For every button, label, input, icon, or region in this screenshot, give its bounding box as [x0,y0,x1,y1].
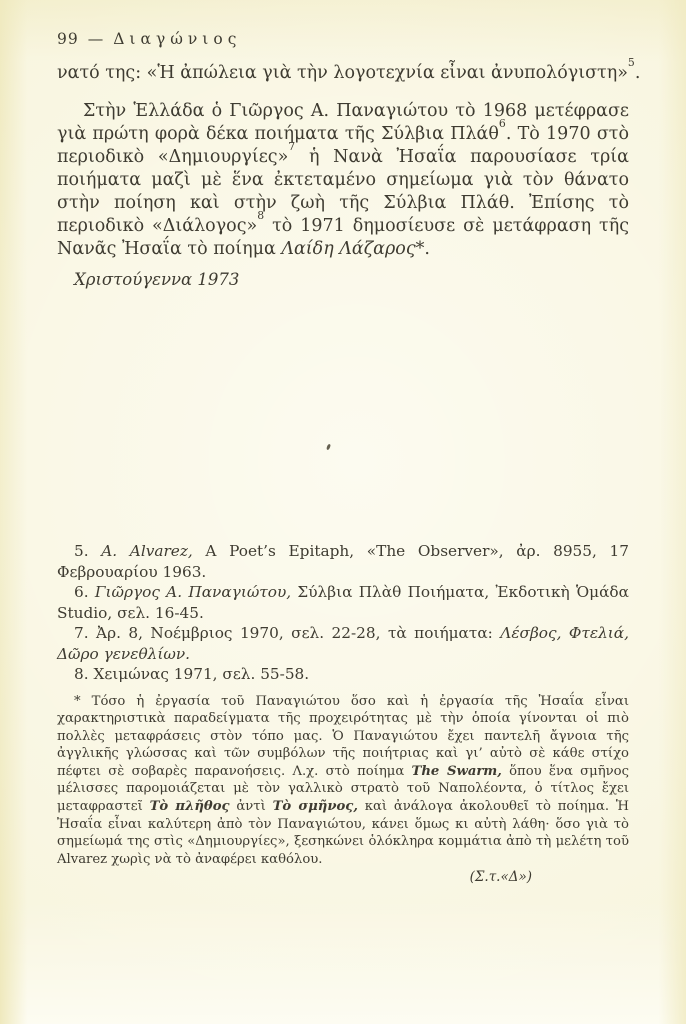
footnote-author: Γιῶργος Α. Παναγιώτου, [94,583,292,601]
footnote-ref-8: 8 [257,209,265,223]
footnote-5 [57,541,629,582]
dateline: Χριστούγεννα 1973 [74,270,240,289]
footnote-8 [57,664,629,685]
editorial-note [57,693,629,869]
note-translated-title: Τὸ πλῆθος [149,799,230,815]
footnote-poem-titles: Λέσβος, Φτελιά, Δῶρο γενεθλίων. [57,624,629,663]
continuation-text: νατό της: «Ἡ ἀπώλεια γιὰ τὴν λογοτεχνία εἶναι ἀνυπολόγιστη» [57,63,628,83]
footnote-number: 6. [74,583,95,601]
main-paragraph [57,100,629,261]
continuation-line [57,56,641,83]
footnote-number: 7. [74,624,97,642]
poem-title: Λαίδη Λάζαρος [281,239,416,259]
footnote-text: Σύλβια Πλὰθ Ποιήματα, Ἐκδοτικὴ Ὁμάδα Studio, σελ. 16-45. [57,583,629,622]
note-poem-title: The Swarm, [411,763,502,779]
note-segment: Τόσο ἡ ἐργασία τοῦ Παναγιώτου ὅσο καὶ ἡ ἐργασία τῆς Ἠσαΐα εἶναι χαρακτηριστικὰ παραδείγματα τῆς προχειρότητας μὲ τὴν ὁποία γίνονται οἱ πιὸ πολλὲς μεταφράσεις στὸν τόπο μας. Ὁ Παναγιώτου ἔχει παντελῆ ἄγνοια τῆς ἀγγλικῆς γλώσσας καὶ τῶν συμβόλων τῆς ποιήτριας καὶ γι’ αὐτὸ σὲ κάθε στίχο πέφτει σὲ σοβαρὲς παρανοήσεις. Λ.χ. στὸ ποίημα [57,693,629,779]
running-head [57,30,629,48]
footnote-ref-5: 5 [627,56,635,70]
page-number: 99 [57,30,79,48]
paragraph-segment: *. [415,239,430,259]
continuation-period: . [634,63,641,83]
footnote-number: 8. [74,665,94,683]
paragraph-segment: . Τὸ 1970 στὸ περιοδικὸ «Δημιουργίες» [57,124,629,167]
footnote-text: Ἀρ. 8, Νοέμβριος 1970, σελ. 22-28, τὰ ποιήματα: [96,624,501,642]
editor-signature: (Σ.τ.«Δ») [469,869,532,886]
paragraph-segment: τὸ 1971 δημοσίευσε σὲ μετάφραση τῆς Νανᾶς Ἠσαΐα τὸ ποίημα [57,216,629,259]
footnote-author: A. Alvarez, [101,542,193,560]
note-segment: ἀντὶ [229,799,273,815]
paragraph-segment: Στὴν Ἑλλάδα ὁ Γιῶργος Α. Παναγιώτου τὸ 1968 μετέφρασε γιὰ πρώτη φορὰ δέκα ποιήματα τῆς Σύλβια Πλάθ [57,101,629,144]
footnotes-section [57,541,629,685]
footnote-ref-6: 6 [498,117,506,131]
paragraph-segment: ἡ Νανὰ Ἠσαΐα παρουσίασε τρία ποιήματα μαζὶ μὲ ἕνα ἐκτεταμένο σημείωμα γιὰ τὸν θάνατο στὴν ποίηση καὶ στὴν ζωὴ τῆς Σύλβια Πλάθ. Ἐπίσης τὸ περιοδικὸ «Διάλογος» [57,147,629,236]
paper-speck [326,444,331,451]
note-segment: ὅπου ἕνα σμῆνος μέλισσες παρομοιάζεται μὲ τὸν γαλλικὸ στρατὸ τοῦ Ναπολέοντα, ὁ τίτλος ἔχει μεταφραστεῖ [57,763,629,815]
header-separator: — [87,30,105,48]
footnote-number: 5. [74,542,102,560]
footnote-7 [57,623,629,664]
note-star-marker: * [74,693,81,709]
editorial-note-section [57,693,629,888]
footnote-text: Χειμώνας 1971, σελ. 55-58. [93,665,310,683]
footnote-text: A Poet’s Epitaph, «The Observer», ἀρ. 8955, 17 Φεβρουαρίου 1963. [57,542,629,581]
footnote-6 [57,582,629,623]
footnote-ref-7: 7 [288,140,296,154]
note-segment: καὶ ἀνάλογα ἀκολουθεῖ τὸ ποίημα. Ἡ Ἠσαΐα εἶναι καλύτερη ἀπὸ τὸν Παναγιώτου, κάνει ὅμως κι αὐτὴ λάθη· ὅσο γιὰ τὸ σημείωμά της στὶς «Δημιουργίες», ξεσηκώνει ὁλόκληρα κομμάτια ἀπὸ τὴ μελέτη τοῦ Alvarez χωρὶς νὰ τὸ ἀναφέρει καθόλου. [57,799,630,867]
journal-title: Διαγώνιος [113,30,242,48]
note-correct-title: Τὸ σμῆνος, [272,799,358,815]
